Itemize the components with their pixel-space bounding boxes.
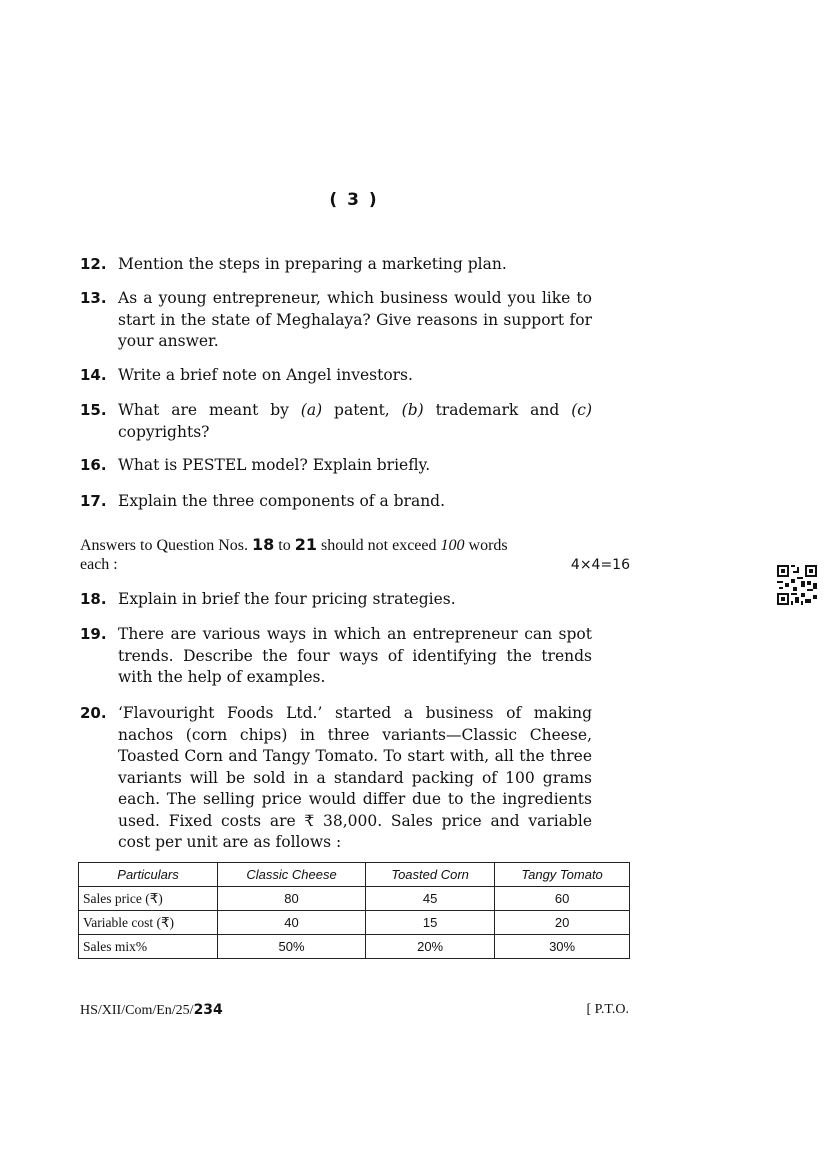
table-cell: 30% [495,935,630,959]
table-cell: 20 [495,911,630,935]
question-19 [80,624,592,689]
table-row [79,887,630,911]
cost-table [78,862,630,959]
pto-label: [ P.T.O. [586,1002,629,1017]
table-cell: 40 [218,911,366,935]
question-number: 17. [80,492,107,510]
instruction [80,535,630,573]
table-cell: 60 [495,887,630,911]
table-cell: 80 [218,887,366,911]
table-cell: Variable cost (₹) [79,911,218,935]
question-20 [80,703,592,854]
question-16 [80,455,592,477]
question-text: There are various ways in which an entrepreneur can spot trends. Describe the four ways of identifying the trends with the help of examples. [118,625,592,686]
marks: 4×4=16 [570,557,630,573]
table-cell: Sales mix% [79,935,218,959]
question-number: 16. [80,456,107,474]
page-number: ( 3 ) [329,190,379,210]
table-header-cell: Particulars [79,863,218,887]
question-number: 18. [80,590,107,608]
instruction-each: each : [80,556,118,573]
question-17 [80,491,592,513]
question-12 [80,254,592,276]
question-18 [80,589,592,611]
question-number: 20. [80,704,107,722]
question-text: Explain in brief the four pricing strategies. [118,590,456,608]
question-number: 13. [80,289,107,307]
question-text: What are meant by (a) patent, (b) trademark and (c) copyrights? [118,401,592,441]
table-row [79,935,630,959]
table-cell: 15 [366,911,495,935]
table-header-cell: Tangy Tomato [495,863,630,887]
question-number: 15. [80,401,107,419]
question-text: ‘Flavouright Foods Ltd.’ started a business of making nachos (corn chips) in three variants—Classic Cheese, Toasted Corn and Tangy Tomato. To start with, all the three variants will be sold in a standard packing of 100 grams each. The selling price would differ due to the ingredients used. Fixed costs are ₹ 38,000. Sales price and variable cost per unit are as follows : [118,704,592,851]
question-13 [80,288,592,353]
table-cell: 20% [366,935,495,959]
paper-code: HS/XII/Com/En/25/234 [80,1002,223,1018]
question-text: Explain the three components of a brand. [118,492,446,510]
instruction-each-row [80,555,630,575]
table-cell: Sales price (₹) [79,887,218,911]
table-cell: 45 [366,887,495,911]
table-cell: 50% [218,935,366,959]
question-number: 19. [80,625,107,643]
question-15 [80,400,592,443]
question-text: Write a brief note on Angel investors. [118,366,413,384]
table-header-row [79,863,630,887]
qr-code-icon [777,565,817,605]
question-14 [80,365,592,387]
question-text: As a young entrepreneur, which business would you like to start in the state of Meghalaya? Give reasons in support for your answer. [118,289,592,350]
table-header-cell: Classic Cheese [218,863,366,887]
question-text: Mention the steps in preparing a marketing plan. [118,255,507,273]
question-number: 14. [80,366,107,384]
table-header-cell: Toasted Corn [366,863,495,887]
instruction-line: Answers to Question Nos. 18 to 21 should not exceed 100 words [80,535,508,554]
question-text: What is PESTEL model? Explain briefly. [118,456,431,474]
table-row [79,911,630,935]
question-number: 12. [80,255,107,273]
